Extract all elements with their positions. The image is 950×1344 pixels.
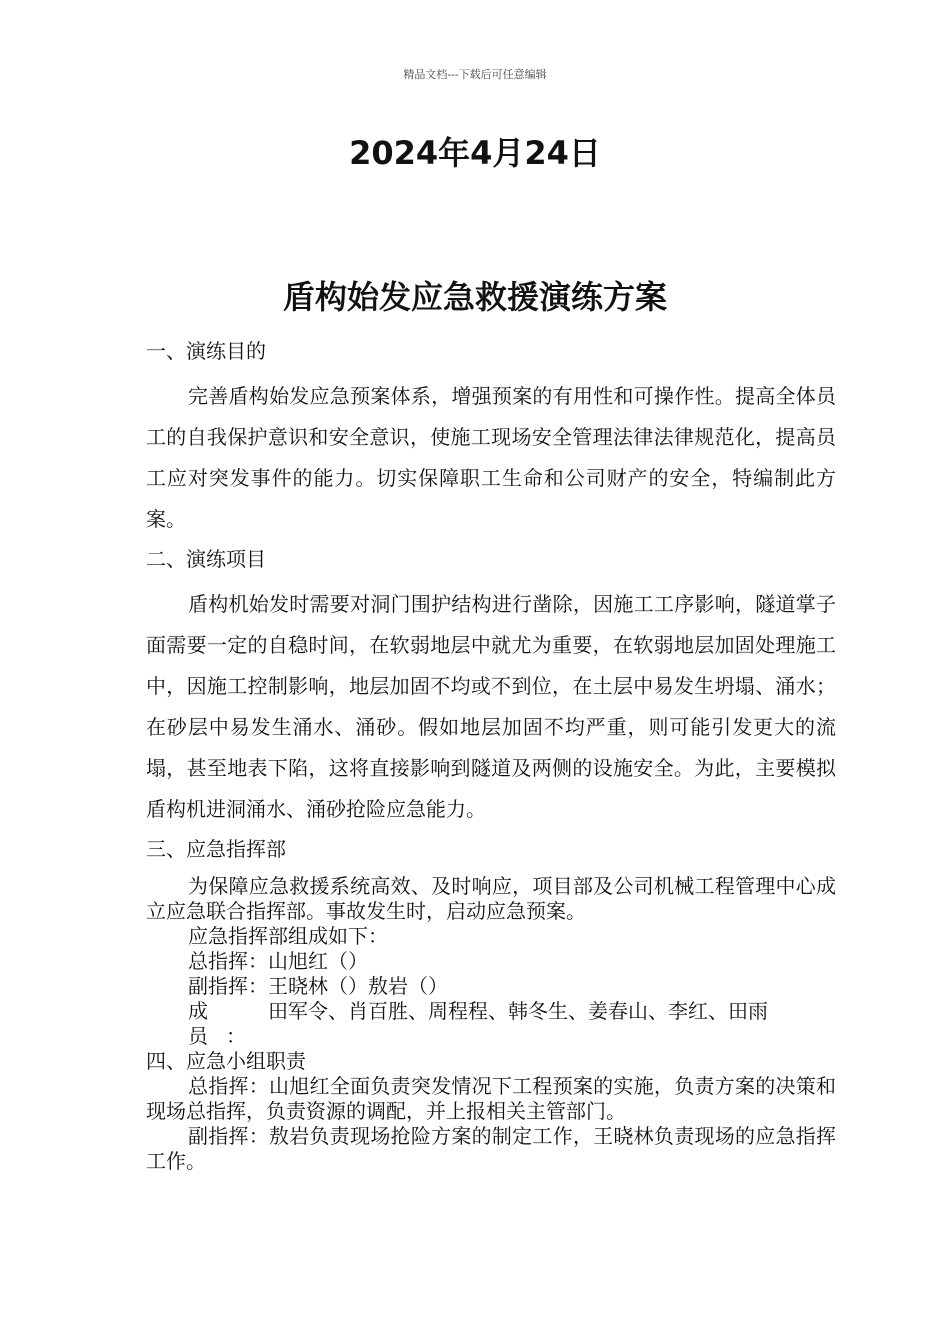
members-label: 成员： [188,999,264,1048]
section-2-paragraph: 盾构机始发时需要对洞门围护结构进行凿除，因施工工序影响，隧道掌子面需要一定的自稳时间，在软弱地层中就尤为重要，在软弱地层加固处理施工中，因施工控制影响，地层加固不均或不到位，在土层中易发生坍塌、涌水；在砂层中易发生涌水、涌砂。假如地层加固不均严重，则可能引发更大的流塌，甚至地表下陷，这将直接影响到隧道及两侧的设施安全。为此，主要模拟盾构机进洞涌水、涌砂抢险应急能力。 [146,592,836,821]
section-4-heading: 四、应急小组职责 [146,1049,306,1073]
members-list: 田军令、肖百胜、周程程、韩冬生、姜春山、李红、田雨 [268,999,768,1023]
section-1-paragraph: 完善盾构始发应急预案体系，增强预案的有用性和可操作性。提高全体员工的自我保护意识和安全意识，使施工现场安全管理法律法律规范化，提高员工应对突发事件的能力。切实保障职工生命和公司财产的安全，特编制此方案。 [146,384,836,531]
document-date: 2024年4月24日 [349,134,601,172]
section-1-heading: 一、演练目的 [146,339,266,363]
deputy-duty: 副指挥：敖岩负责现场抢险方案的制定工作，王晓林负责现场的应急指挥工作。 [146,1124,836,1173]
deputy-line: 副指挥：王晓林（）敖岩（） [188,974,448,998]
composition-line: 应急指挥部组成如下： [188,924,388,948]
members-row [146,999,836,1049]
commander-line: 总指挥：山旭红（） [188,949,368,973]
section-3-heading: 三、应急指挥部 [146,837,286,861]
section-2-heading: 二、演练项目 [146,547,266,571]
section-3-paragraph: 为保障应急救援系统高效、及时响应，项目部及公司机械工程管理中心成立应急联合指挥部。事故发生时，启动应急预案。 [146,874,836,923]
document-body [146,336,836,1174]
document-title: 盾构始发应急救援演练方案 [282,278,667,316]
commander-duty: 总指挥：山旭红全面负责突发情况下工程预案的实施，负责方案的决策和现场总指挥，负责资源的调配，并上报相关主管部门。 [146,1074,836,1123]
header-note: 精品文档---下载后可任意编辑 [403,68,547,81]
